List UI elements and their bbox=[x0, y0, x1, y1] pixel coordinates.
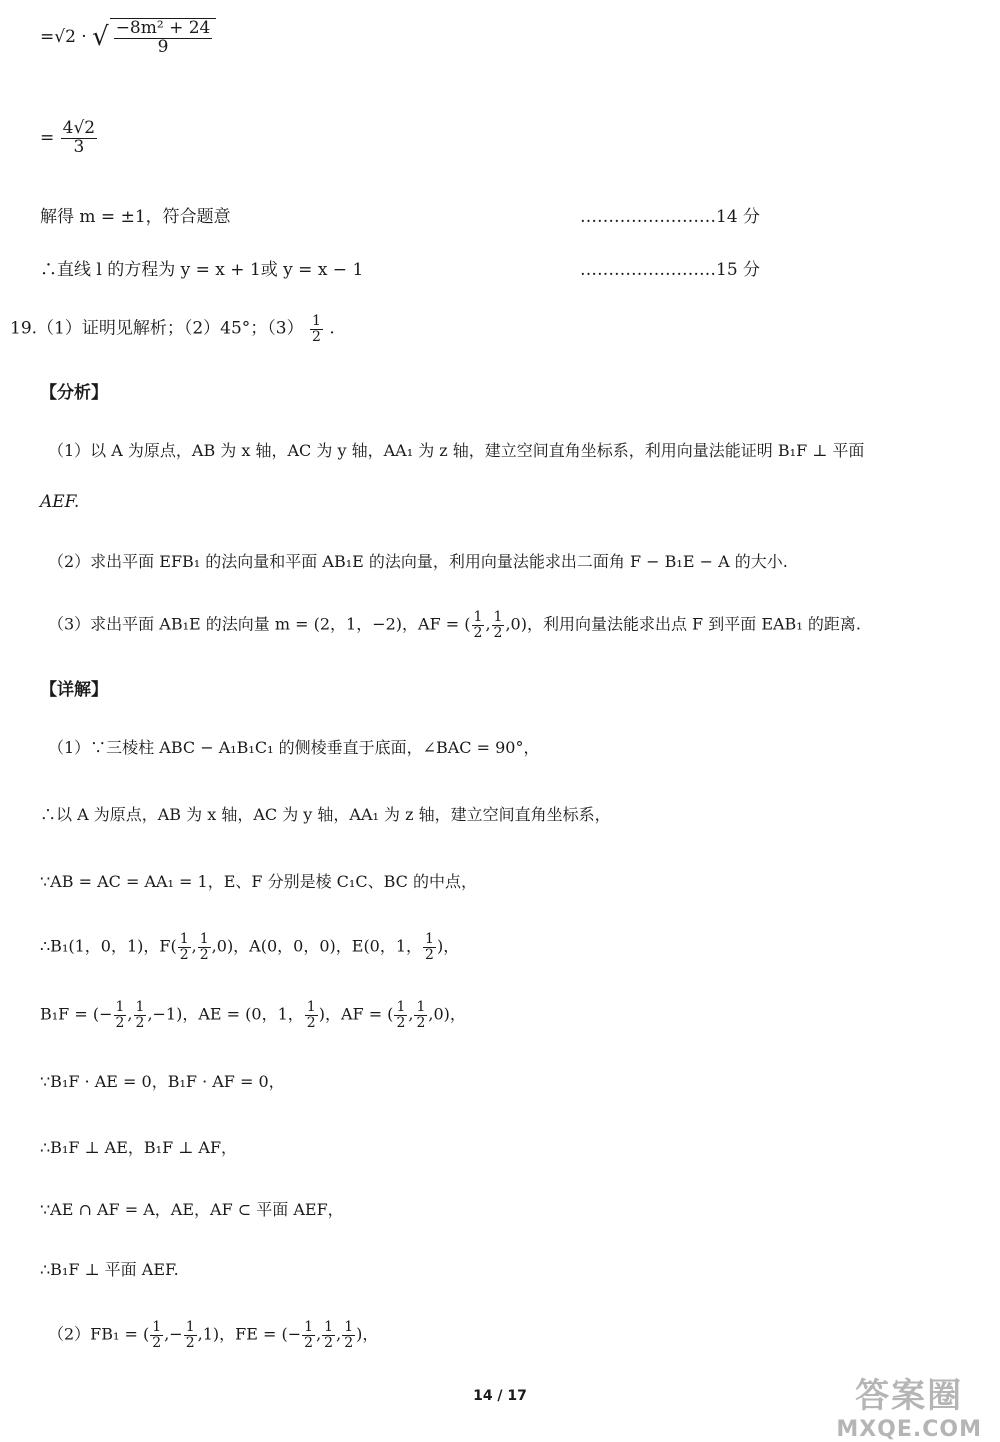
fraction-denominator: 2 bbox=[179, 946, 189, 963]
detail-4 bbox=[40, 932, 459, 962]
watermark-line-1: 答案圈 bbox=[855, 1376, 964, 1416]
equation-text: ∴直线 l 的方程为 y = x + 1或 y = x − 1 bbox=[40, 260, 364, 280]
comma: , bbox=[316, 1324, 322, 1344]
period: . bbox=[329, 318, 335, 339]
fraction-numerator: 1 bbox=[312, 313, 321, 329]
fraction-numerator: 1 bbox=[493, 609, 503, 625]
detail-text: ,−1)，AE = (0，1， bbox=[147, 1004, 304, 1024]
solve-text: 解得 m = ±1，符合题意 bbox=[40, 207, 231, 227]
formula-prefix: = bbox=[40, 127, 55, 148]
radical: √ $\frac{\text{−8m² + 24}}{9}$ bbox=[92, 18, 216, 57]
fraction-denominator: 2 bbox=[115, 1014, 125, 1031]
comma: , bbox=[191, 936, 197, 956]
fraction-denominator: 2 bbox=[135, 1014, 145, 1031]
page-number: 14 / 17 bbox=[473, 1388, 527, 1404]
answer-text: 19.（1）证明见解析；（2）45°；（3） bbox=[10, 318, 304, 339]
fraction-denominator: 2 bbox=[425, 946, 434, 963]
fraction-denominator: 2 bbox=[493, 624, 503, 641]
analysis-1 bbox=[48, 441, 864, 460]
fraction-denominator: 3 bbox=[73, 136, 85, 157]
detail-text: ∴B₁(1，0，1)，F( bbox=[40, 936, 177, 956]
detail-text: （2）FB₁ = ( bbox=[48, 1324, 150, 1344]
line-equation bbox=[40, 260, 363, 280]
fraction-numerator: 1 bbox=[304, 1319, 314, 1335]
detail-text: )， bbox=[356, 1324, 379, 1344]
fraction-numerator: 1 bbox=[306, 999, 316, 1015]
question-19-answer bbox=[10, 314, 335, 344]
comma: , bbox=[408, 1004, 414, 1024]
detail-5 bbox=[40, 1000, 466, 1030]
analysis-3 bbox=[48, 610, 861, 640]
detail-text: B₁F = (− bbox=[40, 1004, 113, 1024]
detail-text: ∵AB = AC = AA₁ = 1，E、F 分别是棱 C₁C、BC 的中点， bbox=[40, 872, 477, 891]
fraction-denominator: 9 bbox=[157, 36, 169, 57]
comma: , bbox=[127, 1004, 133, 1024]
fraction-numerator: 1 bbox=[416, 999, 426, 1015]
analysis-text: ,0)，利用向量法能求出点 F 到平面 EAB₁ 的距离. bbox=[505, 614, 861, 634]
detail-7 bbox=[40, 1138, 237, 1157]
detail-heading bbox=[40, 680, 108, 700]
detail-9 bbox=[40, 1260, 179, 1279]
formula-line-1 bbox=[40, 18, 216, 57]
fraction-denominator: 2 bbox=[473, 624, 483, 641]
detail-text: ,− bbox=[164, 1324, 183, 1344]
detail-text: ,0)， bbox=[428, 1004, 466, 1024]
fraction-numerator: 1 bbox=[324, 1319, 334, 1335]
fraction-numerator: 1 bbox=[135, 999, 145, 1015]
score-14 bbox=[580, 207, 760, 227]
fraction-denominator: 2 bbox=[344, 1334, 354, 1351]
detail-8 bbox=[40, 1200, 344, 1219]
fraction-numerator: 1 bbox=[199, 931, 209, 947]
analysis-text: （3）求出平面 AB₁E 的法向量 m = (2，1，−2)，AF = ( bbox=[48, 614, 471, 634]
analysis-2 bbox=[48, 552, 788, 571]
fraction-numerator: 1 bbox=[152, 1319, 162, 1335]
solve-line bbox=[40, 207, 231, 227]
fraction-denominator: 2 bbox=[312, 328, 321, 345]
fraction-numerator: 1 bbox=[344, 1319, 354, 1335]
detail-text: )，AF = ( bbox=[318, 1004, 394, 1024]
fraction-numerator: 1 bbox=[473, 609, 483, 625]
fraction-numerator: 1 bbox=[185, 1319, 195, 1335]
fraction-denominator: 2 bbox=[152, 1334, 162, 1351]
fraction-denominator: 2 bbox=[185, 1334, 195, 1351]
formula-line-2 bbox=[40, 120, 98, 157]
detail-text: ∵AE ∩ AF = A，AE，AF ⊂ 平面 AEF， bbox=[40, 1200, 344, 1219]
detail-text: ∴B₁F ⊥ AE，B₁F ⊥ AF， bbox=[40, 1138, 238, 1157]
analysis-1-cont bbox=[40, 492, 79, 512]
detail-3 bbox=[40, 872, 477, 891]
analysis-text: （2）求出平面 EFB₁ 的法向量和平面 AB₁E 的法向量，利用向量法能求出二面角 F − B₁E − A 的大小. bbox=[48, 552, 788, 571]
analysis-text: AEF. bbox=[40, 492, 80, 512]
score-text: ……………………14 分 bbox=[580, 207, 761, 227]
fraction-numerator: 1 bbox=[425, 931, 434, 947]
watermark-line-2: MXQE.COM bbox=[836, 1417, 982, 1442]
detail-1 bbox=[48, 738, 539, 757]
fraction-denominator: 2 bbox=[199, 946, 209, 963]
analysis-text: （1）以 A 为原点，AB 为 x 轴，AC 为 y 轴，AA₁ 为 z 轴，建立空间直角坐标系，利用向量法能证明 B₁F ⊥ 平面 bbox=[48, 441, 865, 460]
fraction-numerator: 1 bbox=[179, 931, 189, 947]
comma: , bbox=[485, 614, 491, 634]
analysis-heading bbox=[40, 383, 108, 403]
heading-text: 【详解】 bbox=[40, 680, 108, 700]
detail-text: ∴B₁F ⊥ 平面 AEF. bbox=[40, 1260, 179, 1279]
heading-text: 【分析】 bbox=[40, 383, 108, 403]
detail-text: )， bbox=[436, 936, 460, 956]
score-15 bbox=[580, 260, 760, 280]
detail-10 bbox=[48, 1320, 378, 1350]
detail-2 bbox=[40, 805, 611, 824]
fraction-denominator: 2 bbox=[396, 1014, 406, 1031]
fraction-numerator: 4√2 bbox=[62, 118, 96, 138]
fraction-numerator: 1 bbox=[396, 999, 406, 1015]
detail-text: ∵B₁F · AE = 0，B₁F · AF = 0， bbox=[40, 1072, 285, 1091]
fraction-numerator: 1 bbox=[115, 999, 125, 1015]
detail-text: ,1)，FE = (− bbox=[197, 1324, 302, 1344]
fraction-denominator: 2 bbox=[306, 1014, 316, 1031]
detail-text: （1）∵三棱柱 ABC − A₁B₁C₁ 的侧棱垂直于底面，∠BAC = 90°， bbox=[48, 738, 540, 757]
detail-text: ,0)，A(0，0，0)，E(0，1， bbox=[211, 936, 423, 956]
fraction-denominator: 2 bbox=[416, 1014, 426, 1031]
fraction-denominator: 2 bbox=[304, 1334, 314, 1351]
detail-6 bbox=[40, 1072, 285, 1091]
detail-text: ∴以 A 为原点，AB 为 x 轴，AC 为 y 轴，AA₁ 为 z 轴，建立空间直角坐标系， bbox=[40, 805, 611, 824]
fraction-denominator: 2 bbox=[324, 1334, 334, 1351]
score-text: ……………………15 分 bbox=[580, 260, 761, 280]
comma: , bbox=[336, 1324, 342, 1344]
formula-prefix: =√2 · bbox=[40, 26, 87, 47]
fraction-numerator: −8m² + 24 bbox=[115, 18, 211, 38]
